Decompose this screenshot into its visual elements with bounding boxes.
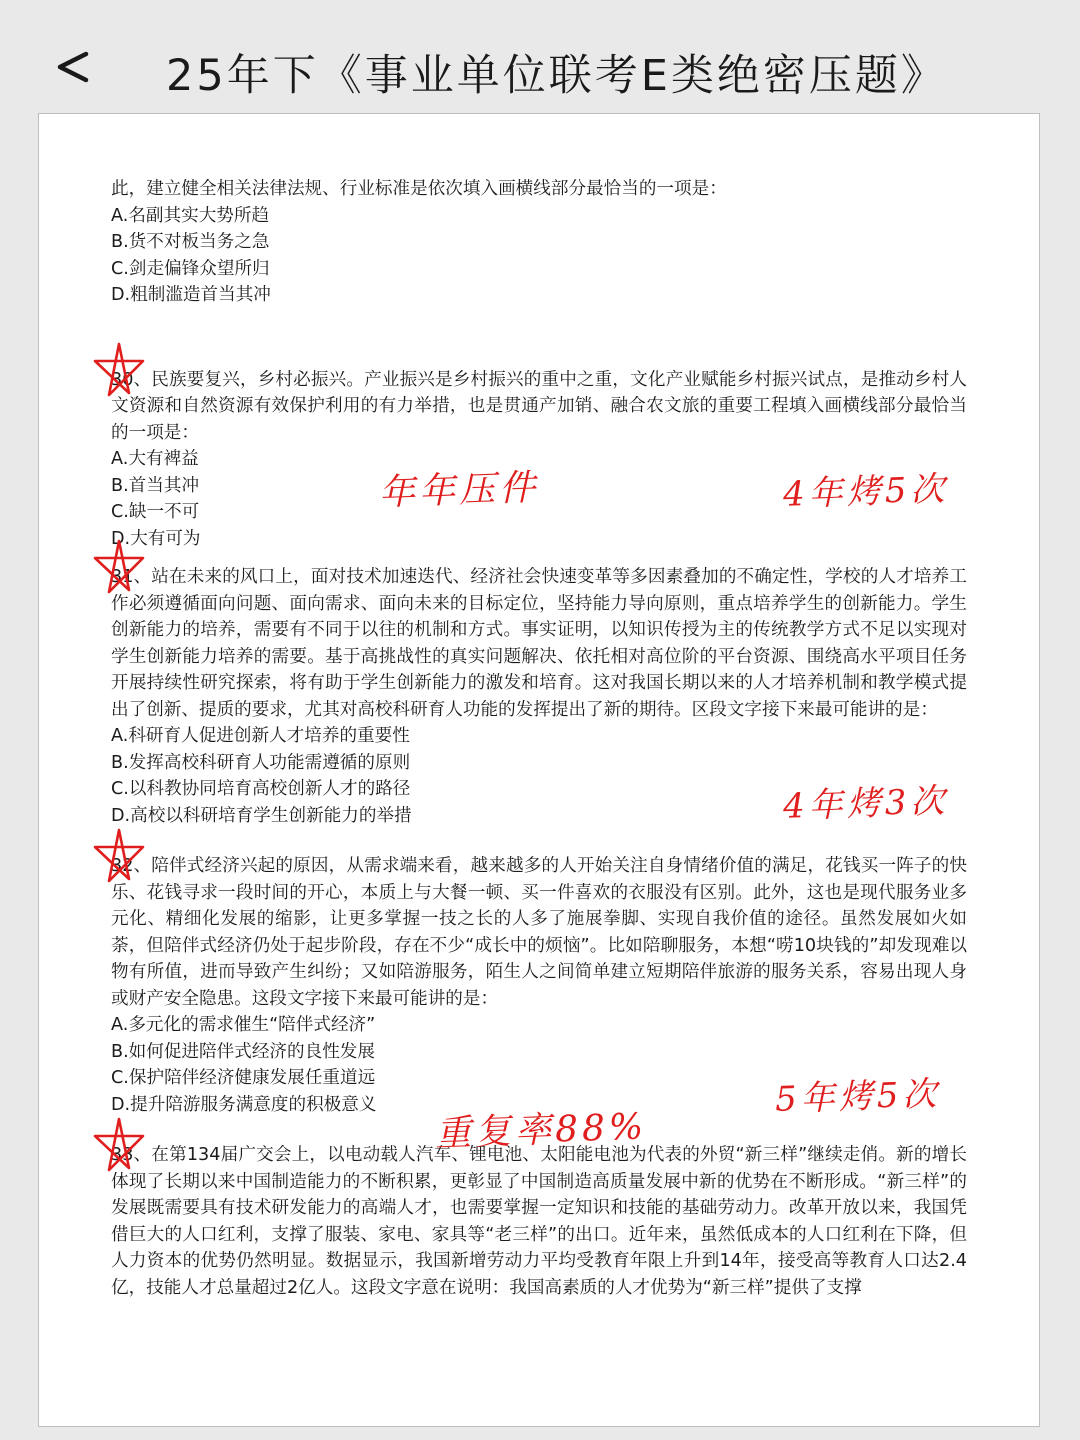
- option-c: C.以科教协同培育高校创新人才的路径: [111, 779, 411, 799]
- annotation-note: 年年压件: [378, 467, 540, 514]
- option-a: A.科研育人促进创新人才培养的重要性: [111, 726, 410, 746]
- option-a: A.名副其实大势所趋: [111, 205, 270, 226]
- option-d: D.高校以科研培育学生创新能力的举措: [111, 805, 412, 826]
- annotation-note: 重复率88%: [434, 1106, 648, 1155]
- document-page: [38, 113, 1040, 1427]
- option-b: B.首当其冲: [111, 475, 200, 496]
- option-b: B.发挥高校科研育人功能需遵循的原则: [111, 752, 411, 773]
- top-bar: [0, 0, 1080, 112]
- back-button[interactable]: [52, 40, 100, 100]
- option-b: B.货不对板当务之急: [111, 232, 270, 252]
- option-a: A.多元化的需求催生“陪伴式经济”: [111, 1015, 376, 1035]
- option-d: D.粗制滥造首当其冲: [111, 285, 271, 305]
- question-30: [111, 367, 967, 553]
- question-stem: 30、民族要复兴，乡村必振兴。产业振兴是乡村振兴的重中之重，文化产业赋能乡村振兴试点，是推动乡村人文资源和自然资源有效保护利用的有力举措，也是贯通产加销、融合农文旅的重要工程填入画横线部分最恰当的一项是：: [111, 369, 967, 443]
- page-title: 25年下《事业单位联考E类绝密压题》: [166, 51, 947, 101]
- question-stem: 31、站在未来的风口上，面对技术加速迭代、经济社会快速变革等多因素叠加的不确定性，学校的人才培养工作必须遵循面向问题、面向需求、面向未来的目标定位，坚持能力导向原则，重点培养学生的创新能力。学生创新能力的培养，需要有不同于以往的机制和方式。事实证明，以知识传授为主的传统教学方式不足以实现对学生创新能力培养的需要。基于高挑战性的真实问题解决、依托相对高位阶的平台资源、围绕高水平项目任务开展持续性研究探索，将有助于学生创新能力的激发和培育。这对我国长期以来的人才培养机制和教学模式提出了创新、提质的要求，尤其对高校科研育人功能的发挥提出了新的期待。区段文字接下来最可能讲的是：: [111, 567, 967, 720]
- annotation-note: 5年烤5次: [774, 1074, 942, 1120]
- option-d: D.提升陪游服务满意度的积极意义: [111, 1094, 377, 1115]
- annotation-note: 4年烤5次: [782, 469, 950, 515]
- question-stem: 32、陪伴式经济兴起的原因，从需求端来看，越来越多的人开始关注自身情绪价值的满足，花钱买一阵子的快乐、花钱寻求一段时间的开心，本质上与大餐一顿、买一件喜欢的衣服没有区别。此外，这也是现代服务业多元化、精细化发展的缩影，让更多掌握一技之长的人多了施展拳脚、实现自我价值的途径。虽然发展如火如荼，但陪伴式经济仍处于起步阶段，存在不少“成长中的烦恼”。比如陪聊服务，本想“唠10块钱的”却发现难以物有所值，进而导致产生纠纷；又如陪游服务，陌生人之间简单建立短期陪伴旅游的服务关系，容易出现人身或财产安全隐患。这段文字接下来最可能讲的是：: [111, 856, 967, 1009]
- question-stem: 此，建立健全相关法律法规、行业标准是依次填入画横线部分最恰当的一项是：: [111, 179, 727, 199]
- option-c: C.缺一不可: [111, 502, 200, 522]
- option-a: A.大有裨益: [111, 449, 199, 469]
- question-stem: 33、在第134届广交会上，以电动载人汽车、锂电池、太阳能电池为代表的外贸“新三样”继续走俏。新的增长体现了长期以来中国制造能力的不断积累，更彰显了中国制造高质量发展中新的优势在不断形成。“新三样”的发展既需要具有技术研发能力的高端人才，也需要掌握一定知识和技能的基础劳动力。改革开放以来，我国凭借巨大的人口红利，支撑了服装、家电、家具等“老三样”的出口。近年来，虽然低成本的人口红利在下降，但人力资本的优势仍然明显。数据显示，我国新增劳动力平均受教育年限上升到14年，接受高等教育人口达2.4亿，技能人才总量超过2亿人。这段文字意在说明：我国高素质的人才优势为“新三样”提供了支撑: [111, 1145, 967, 1298]
- chevron-left-icon: [52, 40, 92, 88]
- question-29-tail: [111, 176, 967, 309]
- option-c: C.保护陪伴经济健康发展任重道远: [111, 1068, 376, 1088]
- option-c: C.剑走偏锋众望所归: [111, 258, 270, 279]
- question-33: [111, 1142, 967, 1301]
- option-b: B.如何促进陪伴式经济的良性发展: [111, 1041, 375, 1062]
- annotation-note: 4年烤3次: [782, 781, 950, 827]
- option-d: D.大有可为: [111, 528, 201, 549]
